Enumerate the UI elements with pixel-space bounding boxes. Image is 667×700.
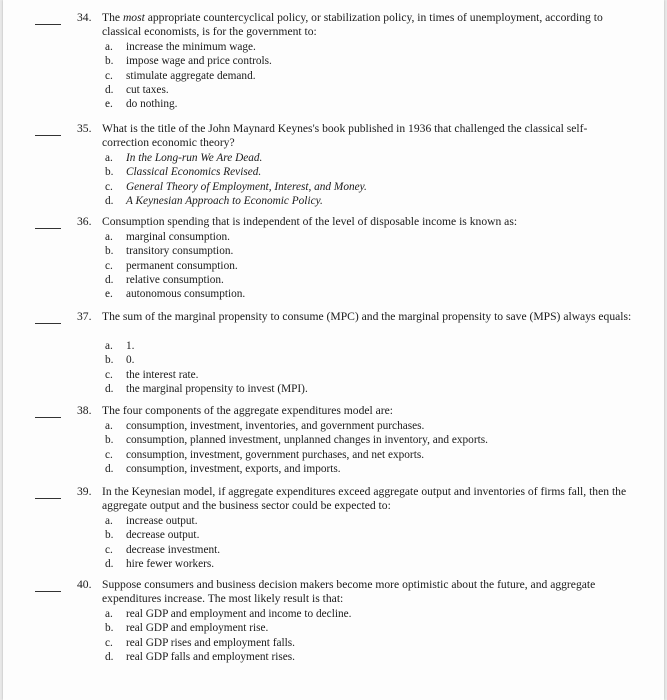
option-a[interactable]: a. In the Long-run We Are Dead. [105, 152, 263, 164]
question-number: 34. [77, 11, 92, 24]
option-c[interactable]: c. real GDP rises and employment falls. [105, 636, 295, 649]
option-d[interactable]: d. consumption, investment, exports, and imports. [105, 462, 341, 475]
options-list [102, 40, 622, 111]
option-c[interactable]: c. consumption, investment, government purchases, and net exports. [105, 448, 425, 461]
question-number: 35. [77, 122, 92, 135]
option-d[interactable]: d. cut taxes. [105, 83, 169, 96]
answer-blank[interactable] [35, 591, 61, 592]
answer-blank[interactable] [35, 417, 61, 418]
options-list [102, 607, 622, 664]
option-b[interactable]: b. Classical Economics Revised. [105, 166, 262, 179]
option-a[interactable]: a. consumption, investment, inventories, and government purchases. [105, 420, 425, 432]
option-a[interactable]: a. increase the minimum wage. [105, 41, 256, 53]
question-number: 37. [77, 310, 92, 323]
option-b[interactable]: b. 0. [105, 354, 135, 367]
option-e[interactable]: e. autonomous consumption. [105, 288, 246, 301]
answer-blank[interactable] [35, 498, 61, 499]
option-a[interactable]: a. real GDP and employment and income to decline. [105, 608, 352, 620]
answer-blank[interactable] [35, 323, 61, 324]
option-c[interactable]: c. permanent consumption. [105, 259, 238, 272]
options-list [102, 514, 622, 571]
question-text: In the Keynesian model, if aggregate expenditures exceed aggregate output and inventories of firms fall, then the aggregate output and the business sector could be expected to: [102, 485, 627, 513]
answer-blank[interactable] [35, 24, 61, 25]
question-text: Consumption spending that is independent of the level of disposable income is known as: [102, 215, 518, 228]
option-c[interactable]: c. decrease investment. [105, 543, 221, 556]
options-list [102, 419, 622, 476]
option-d[interactable]: d. relative consumption. [105, 273, 224, 286]
option-d[interactable]: d. A Keynesian Approach to Economic Policy. [105, 194, 323, 207]
option-b[interactable]: b. real GDP and employment rise. [105, 622, 269, 635]
option-b[interactable]: b. decrease output. [105, 529, 200, 542]
option-a[interactable]: a. 1. [105, 340, 135, 352]
question-number: 38. [77, 404, 92, 417]
option-b[interactable]: b. transitory consumption. [105, 245, 234, 258]
option-c[interactable]: c. the interest rate. [105, 368, 199, 381]
options-list [102, 230, 622, 301]
answer-blank[interactable] [35, 135, 61, 136]
question-text: The most appropriate countercyclical policy, or stabilization policy, in times of unemployment, according to classical economists, is for the government to: [102, 11, 603, 39]
question-text: Suppose consumers and business decision makers become more optimistic about the future, and aggregate expenditures increase. The most likely result is that: [102, 578, 596, 606]
option-a[interactable]: a. increase output. [105, 515, 198, 527]
question-number: 39. [77, 485, 92, 498]
question-text: What is the title of the John Maynard Keynes's book published in 1936 that challenged the classical self-correction economic theory? [102, 122, 588, 150]
answer-blank[interactable] [35, 228, 61, 229]
option-b[interactable]: b. consumption, planned investment, unplanned changes in inventory, and exports. [105, 434, 488, 447]
question-text: The four components of the aggregate expenditures model are: [102, 404, 394, 417]
question-text: The sum of the marginal propensity to consume (MPC) and the marginal propensity to save (MPS) always equals: [102, 310, 632, 323]
emphasis-most: most [122, 11, 145, 24]
option-b[interactable]: b. impose wage and price controls. [105, 55, 272, 68]
option-c[interactable]: c. General Theory of Employment, Interest, and Money. [105, 180, 367, 193]
option-d[interactable]: d. real GDP falls and employment rises. [105, 650, 295, 663]
options-list [102, 151, 622, 208]
options-list [102, 339, 622, 396]
option-d[interactable]: d. the marginal propensity to invest (MPI). [105, 382, 308, 395]
option-e[interactable]: e. do nothing. [105, 98, 178, 111]
question-number: 40. [77, 578, 92, 591]
question-number: 36. [77, 215, 92, 228]
worksheet-page [3, 0, 664, 700]
option-d[interactable]: d. hire fewer workers. [105, 557, 215, 570]
option-c[interactable]: c. stimulate aggregate demand. [105, 69, 256, 82]
option-a[interactable]: a. marginal consumption. [105, 231, 230, 243]
